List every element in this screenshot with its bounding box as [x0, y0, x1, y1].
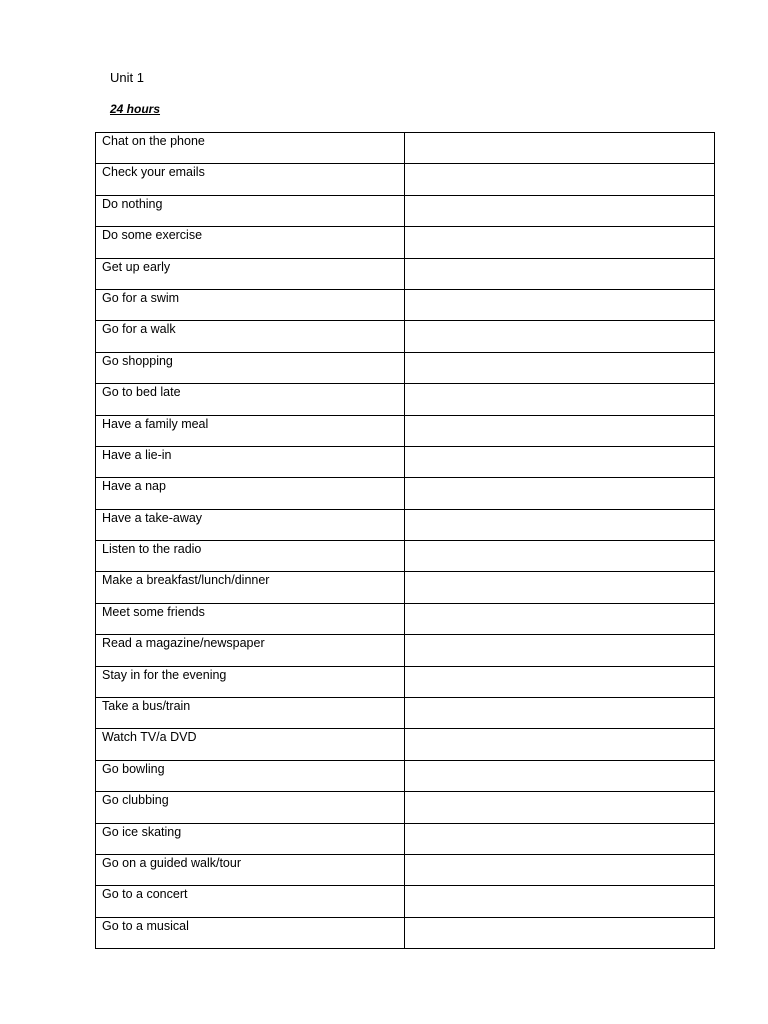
table-row [96, 729, 715, 760]
table-row [96, 352, 715, 383]
answer-cell [405, 384, 715, 415]
activity-cell [96, 478, 405, 509]
activity-label: Go ice skating [102, 824, 182, 839]
answer-cell [405, 258, 715, 289]
answer-cell [405, 133, 715, 164]
activity-label: Have a lie-in [102, 447, 172, 462]
activity-cell [96, 760, 405, 791]
activity-cell [96, 289, 405, 320]
activity-table [95, 132, 715, 949]
activity-label: Take a bus/train [102, 699, 191, 714]
activity-label: Go to a musical [102, 918, 189, 933]
activity-label: Read a magazine/newspaper [102, 636, 265, 651]
activity-cell [96, 321, 405, 352]
table-row [96, 917, 715, 948]
table-row [96, 258, 715, 289]
activity-label: Get up early [102, 259, 171, 274]
activity-label: Listen to the radio [102, 542, 202, 557]
activity-label: Watch TV/a DVD [102, 730, 197, 745]
answer-cell [405, 289, 715, 320]
answer-cell [405, 541, 715, 572]
activity-cell [96, 698, 405, 729]
table-row [96, 698, 715, 729]
answer-cell [405, 227, 715, 258]
table-row [96, 603, 715, 634]
activity-cell [96, 823, 405, 854]
table-row [96, 478, 715, 509]
activity-label: Meet some friends [102, 604, 205, 619]
table-row [96, 666, 715, 697]
answer-cell [405, 823, 715, 854]
unit-heading: Unit 1 [110, 70, 144, 85]
table-row [96, 572, 715, 603]
table-row [96, 446, 715, 477]
activity-cell [96, 415, 405, 446]
activity-label: Go to bed late [102, 385, 181, 400]
activity-cell [96, 666, 405, 697]
activity-cell [96, 164, 405, 195]
table-row [96, 760, 715, 791]
activity-cell [96, 792, 405, 823]
table-row [96, 823, 715, 854]
activity-label: Go to a concert [102, 887, 188, 902]
activity-cell [96, 446, 405, 477]
activity-cell [96, 854, 405, 885]
activity-label: Go for a swim [102, 290, 180, 305]
activity-label: Stay in for the evening [102, 667, 227, 682]
table-row [96, 227, 715, 258]
section-title: 24 hours [110, 102, 161, 116]
activity-cell [96, 635, 405, 666]
activity-cell [96, 603, 405, 634]
activity-label: Do some exercise [102, 228, 203, 243]
activity-cell [96, 352, 405, 383]
answer-cell [405, 729, 715, 760]
table-row [96, 886, 715, 917]
table-row [96, 164, 715, 195]
activity-label: Go shopping [102, 353, 173, 368]
table-row [96, 321, 715, 352]
answer-cell [405, 321, 715, 352]
activity-label: Have a nap [102, 479, 166, 494]
table-row [96, 792, 715, 823]
table-row [96, 541, 715, 572]
answer-cell [405, 666, 715, 697]
activity-cell [96, 572, 405, 603]
activity-label: Go for a walk [102, 322, 176, 337]
table-row [96, 384, 715, 415]
activity-label: Go clubbing [102, 793, 169, 808]
activity-cell [96, 886, 405, 917]
answer-cell [405, 478, 715, 509]
answer-cell [405, 792, 715, 823]
answer-cell [405, 698, 715, 729]
answer-cell [405, 446, 715, 477]
activity-cell [96, 729, 405, 760]
activity-cell [96, 917, 405, 948]
answer-cell [405, 352, 715, 383]
activity-cell [96, 384, 405, 415]
table-row [96, 289, 715, 320]
activity-cell [96, 541, 405, 572]
answer-cell [405, 917, 715, 948]
activity-label: Have a family meal [102, 416, 209, 431]
answer-cell [405, 854, 715, 885]
table-row [96, 509, 715, 540]
table-row [96, 195, 715, 226]
activity-label: Check your emails [102, 165, 205, 180]
table-row [96, 415, 715, 446]
activity-cell [96, 133, 405, 164]
activity-cell [96, 509, 405, 540]
activity-label: Do nothing [102, 196, 163, 211]
table-row [96, 635, 715, 666]
activity-label: Chat on the phone [102, 134, 205, 148]
activity-cell [96, 258, 405, 289]
activity-cell [96, 195, 405, 226]
answer-cell [405, 164, 715, 195]
answer-cell [405, 760, 715, 791]
activity-label: Make a breakfast/lunch/dinner [102, 573, 270, 588]
table-row [96, 854, 715, 885]
answer-cell [405, 415, 715, 446]
answer-cell [405, 509, 715, 540]
answer-cell [405, 195, 715, 226]
activity-label: Go on a guided walk/tour [102, 855, 241, 870]
table-row [96, 133, 715, 164]
answer-cell [405, 603, 715, 634]
activity-label: Have a take-away [102, 510, 203, 525]
activity-label: Go bowling [102, 761, 165, 776]
activity-rows [96, 133, 715, 949]
answer-cell [405, 886, 715, 917]
answer-cell [405, 572, 715, 603]
activity-cell [96, 227, 405, 258]
answer-cell [405, 635, 715, 666]
